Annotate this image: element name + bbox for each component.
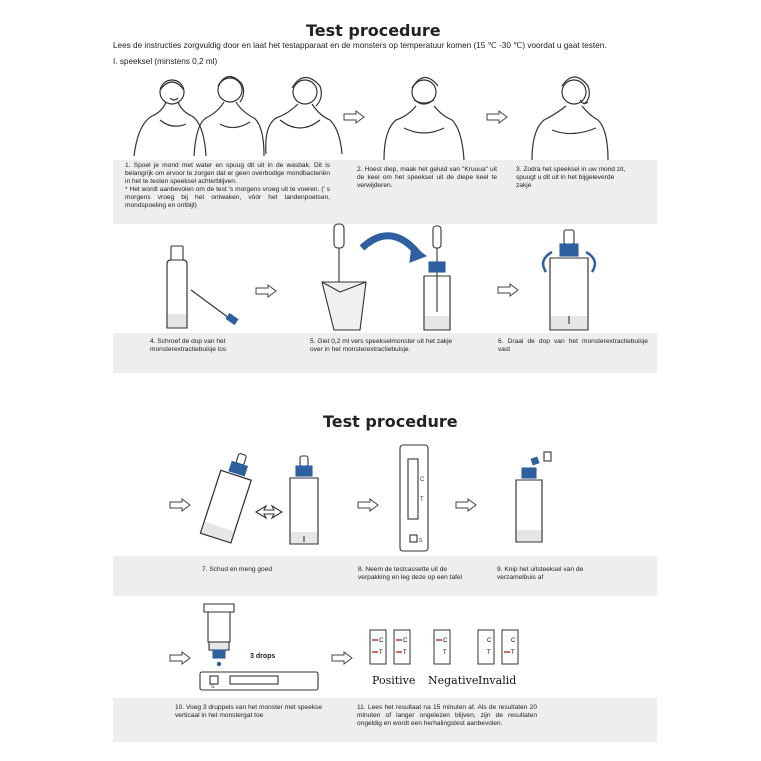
illustration-pour-sample — [318, 222, 458, 334]
step-6-caption: 6. Draai de dop van het monsterextractiebuisje vast — [498, 338, 648, 353]
arrow-right-icon — [487, 111, 507, 123]
arrow-right-icon — [170, 652, 190, 664]
step-9-caption: 9. Knip het uitsteeksel van de verzamelbuis af — [497, 566, 584, 581]
svg-text:C: C — [487, 638, 492, 644]
drops-label: 3 drops — [250, 653, 276, 660]
illustration-shake-tube — [198, 450, 328, 550]
cassette-letter-s: S — [419, 538, 423, 544]
step-8-caption: 8. Neem de testcassette uit de verpakking en leg deze op een tafel — [358, 566, 463, 581]
result-invalid-icon — [476, 628, 520, 668]
illustration-spit-bag — [522, 70, 612, 165]
result-positive-icon — [368, 628, 412, 668]
result-label-invalid: Invalid — [478, 674, 517, 687]
result-negative-icon — [432, 628, 456, 668]
section-2-title: Test procedure — [323, 412, 458, 431]
illustration-test-cassette — [398, 443, 434, 555]
cassette-letter-t: T — [420, 497, 424, 503]
step-1-caption: 1. Spoel je mond met water en spuug dit uit in de wasbak. Dit is belangrijk om ervoor te zorgen dat er geen overbodige mondbacteriën in het te testen speeksel achterblijven. * Het wordt aanbevolen om de test 's morgens vroeg uit te voeren. (' s morgens vroeg bij het ontwaken, vóór het tandenpoetsen, mondspoeling en ontbijt) — [125, 162, 330, 209]
svg-text:T: T — [379, 650, 383, 656]
svg-text:C: C — [379, 638, 384, 644]
illustration-add-drops — [196, 602, 322, 694]
illustration-close-cap — [538, 228, 600, 334]
intro-text: Lees de instructies zorgvuldig door en laat het testapparaat en de monsters op temperatuur komen (15 ℃ -30 ℃) voordat u gaat testen. — [113, 41, 607, 50]
step-7-caption: 7. Schud en meng goed — [202, 566, 273, 573]
arrow-right-icon — [344, 111, 364, 123]
cassette-letter-c: C — [420, 477, 425, 483]
illustration-unscrew-cap — [155, 240, 255, 332]
result-label-positive: Positive — [372, 674, 416, 687]
illustration-cut-tip — [508, 450, 558, 548]
svg-text:T: T — [403, 650, 407, 656]
sample-subtitle: I. speeksel (minstens 0,2 ml) — [113, 57, 218, 66]
step-4-caption: 4. Schroef de dop van het monsterextractiebuisje los — [150, 338, 227, 353]
page-title: Test procedure — [306, 21, 441, 40]
step-10-caption: 10. Voeg 3 druppels van het monster met speekse verticaal in het monstergat toe — [175, 704, 323, 719]
svg-text:T: T — [487, 650, 491, 656]
svg-text:C: C — [511, 638, 516, 644]
result-label-negative: Negative — [428, 674, 479, 687]
arrow-right-icon — [358, 499, 378, 511]
arrow-right-icon — [332, 652, 352, 664]
step-2-caption: 2. Hoest diep, maak het geluid van "Kruuua" uit de keel om het speeksel uit de diepe keel te verwijderen. — [357, 166, 497, 189]
step-3-caption: 3. Zodra het speeksel in uw mond zit, spuugt u dit uit in het bijgeleverde zakje — [516, 166, 626, 189]
svg-text:T: T — [511, 650, 515, 656]
arrow-right-icon — [170, 499, 190, 511]
arrow-right-icon — [498, 284, 518, 296]
svg-text:T: T — [443, 650, 447, 656]
arrow-right-icon — [456, 499, 476, 511]
illustration-spit-rinse — [130, 70, 350, 165]
arrow-right-icon — [256, 285, 276, 297]
drops-letter-s: S — [211, 684, 215, 690]
step-11-caption: 11. Lees het resultaat na 15 minuten af. Als de resultaten 20 minuten of langer ongelezen blijven, zijn de resultaten ongeldig en wordt een herhalingstest aanbevolen. — [357, 704, 537, 727]
svg-text:C: C — [443, 638, 448, 644]
step-5-caption: 5. Giet 0,2 ml vers speekselmonster uit het zakje over in het monsterextractiebuisje. — [310, 338, 453, 353]
svg-text:C: C — [403, 638, 408, 644]
illustration-cough — [380, 70, 470, 165]
